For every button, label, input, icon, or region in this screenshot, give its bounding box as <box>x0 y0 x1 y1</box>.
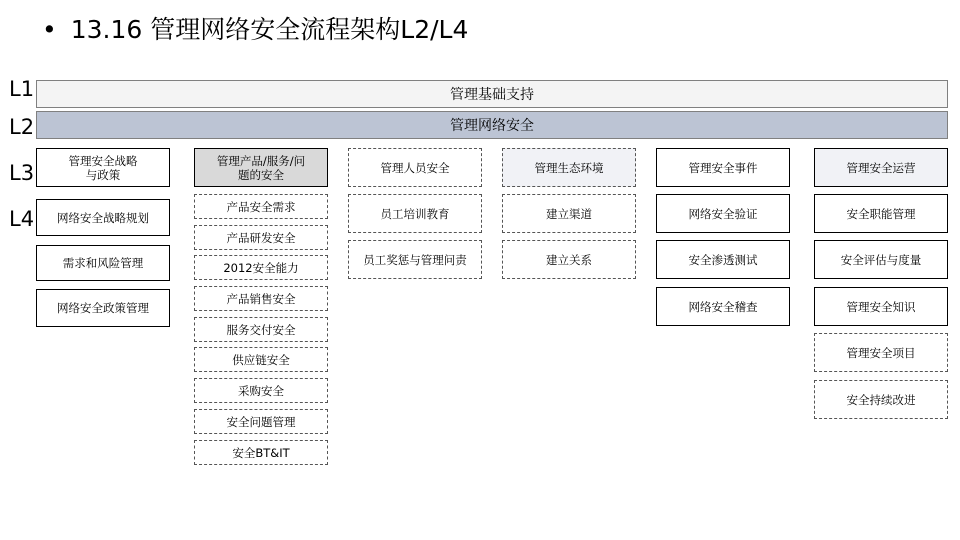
level-label-l1: L1 <box>9 77 35 101</box>
level-label-l4: L4 <box>9 207 35 231</box>
l2-bar <box>36 111 948 139</box>
level-label-l2: L2 <box>9 115 35 139</box>
l4-box: 建立关系 <box>502 240 636 279</box>
l3-box-operations: 管理安全运营 <box>814 148 948 187</box>
page-title-text: 13.16 管理网络安全流程架构L2/L4 <box>70 15 469 44</box>
page-title <box>42 10 468 46</box>
l4-box: 网络安全战略规划 <box>36 199 170 236</box>
l4-box: 员工培训教育 <box>348 194 482 233</box>
l4-box: 安全BT&IT <box>194 440 328 465</box>
l4-box: 员工奖惩与管理问责 <box>348 240 482 279</box>
l4-box: 安全持续改进 <box>814 380 948 419</box>
l1-bar-label: 管理基础支持 <box>450 87 534 103</box>
l4-box: 管理安全项目 <box>814 333 948 372</box>
l4-box: 产品安全需求 <box>194 194 328 219</box>
l4-box: 网络安全验证 <box>656 194 790 233</box>
l4-box: 安全评估与度量 <box>814 240 948 279</box>
l4-box: 服务交付安全 <box>194 317 328 342</box>
l4-box: 采购安全 <box>194 378 328 403</box>
l4-box: 网络安全政策管理 <box>36 289 170 327</box>
l4-box: 安全渗透测试 <box>656 240 790 279</box>
l4-box: 供应链安全 <box>194 347 328 372</box>
l4-box: 建立渠道 <box>502 194 636 233</box>
l4-box: 需求和风险管理 <box>36 245 170 281</box>
l3-box-ecosystem: 管理生态环境 <box>502 148 636 187</box>
bullet: • <box>42 15 57 44</box>
l3-box-product: 管理产品/服务/问 题的安全 <box>194 148 328 187</box>
l1-bar <box>36 80 948 108</box>
l3-box-strategy: 管理安全战略 与政策 <box>36 148 170 187</box>
l4-box: 2012安全能力 <box>194 255 328 280</box>
l3-box-people: 管理人员安全 <box>348 148 482 187</box>
l4-box: 管理安全知识 <box>814 287 948 326</box>
l4-box: 安全问题管理 <box>194 409 328 434</box>
l2-bar-label: 管理网络安全 <box>450 118 534 134</box>
l4-box: 产品研发安全 <box>194 225 328 250</box>
l4-box: 网络安全稽查 <box>656 287 790 326</box>
level-label-l3: L3 <box>9 161 35 185</box>
l4-box: 安全职能管理 <box>814 194 948 233</box>
l3-box-incident: 管理安全事件 <box>656 148 790 187</box>
l4-box: 产品销售安全 <box>194 286 328 311</box>
